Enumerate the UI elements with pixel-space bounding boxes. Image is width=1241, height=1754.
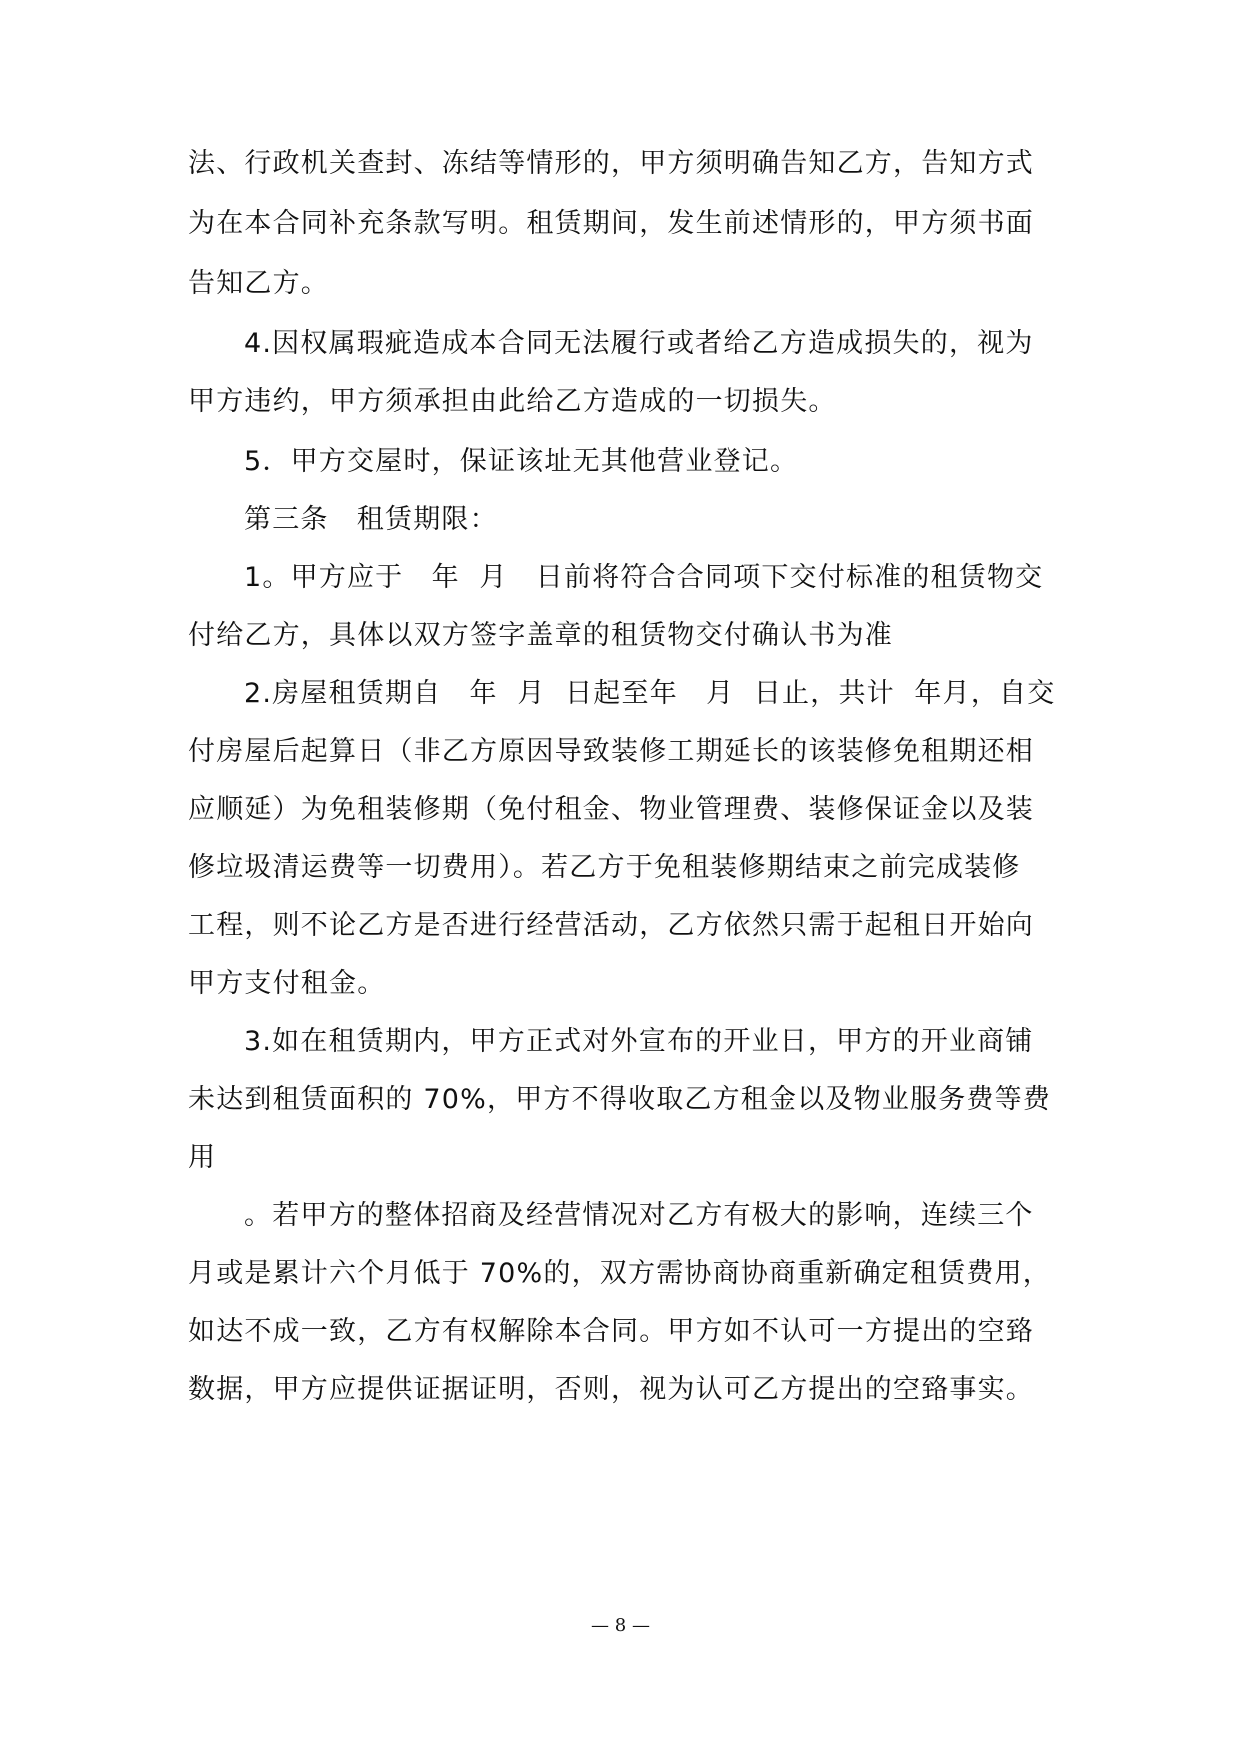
text-line: 修垃圾清运费等一切费用）。若乙方于免租装修期结束之前完成装修 (188, 852, 1021, 883)
text-line: 付房屋后起算日（非乙方原因导致装修工期延长的该装修免租期还相 (188, 736, 1034, 767)
text-line: 付给乙方，具体以双方签字盖章的租赁物交付确认书为准 (188, 620, 893, 651)
text-line: 月或是累计六个月低于 70%的，双方需协商协商重新确定租赁费用， (188, 1258, 1051, 1289)
section-heading: 第三条 租赁期限： (244, 504, 498, 535)
text-line: 为在本合同补充条款写明。租赁期间，发生前述情形的，甲方须书面 (188, 208, 1034, 239)
paragraph-first-line: 4.因权属瑕疵造成本合同无法履行或者给乙方造成损失的，视为 (244, 328, 1034, 359)
text-line: 未达到租赁面积的 70%，甲方不得收取乙方租金以及物业服务费等费 (188, 1084, 1051, 1115)
text-line: 告知乙方。 (188, 268, 329, 299)
page-number: — 8 — (591, 1615, 650, 1636)
text-line: 数据，甲方应提供证据证明，否则，视为认可乙方提出的空臵事实。 (188, 1374, 1034, 1405)
paragraph-first-line: 1。甲方应于 年 月 日前将符合合同项下交付标准的租赁物交 (244, 562, 1044, 593)
text-line: 甲方支付租金。 (188, 968, 386, 999)
text-line: 法、行政机关查封、冻结等情形的，甲方须明确告知乙方，告知方式 (188, 148, 1034, 179)
paragraph-first-line: 5．甲方交屋时，保证该址无其他营业登记。 (244, 446, 799, 477)
paragraph-first-line: 。若甲方的整体招商及经营情况对乙方有极大的影响，连续三个 (244, 1200, 1034, 1231)
paragraph-first-line: 2.房屋租赁期自 年 月 日起至年 月 日止，共计 年月，自交 (244, 678, 1056, 709)
text-line: 应顺延）为免租装修期（免付租金、物业管理费、装修保证金以及装 (188, 794, 1034, 825)
text-line: 用 (188, 1142, 217, 1173)
text-line: 如达不成一致，乙方有权解除本合同。甲方如不认可一方提出的空臵 (188, 1316, 1034, 1347)
paragraph-first-line: 3.如在租赁期内，甲方正式对外宣布的开业日，甲方的开业商铺 (244, 1026, 1034, 1057)
text-line: 甲方违约，甲方须承担由此给乙方造成的一切损失。 (188, 386, 837, 417)
text-line: 工程，则不论乙方是否进行经营活动，乙方依然只需于起租日开始向 (188, 910, 1034, 941)
